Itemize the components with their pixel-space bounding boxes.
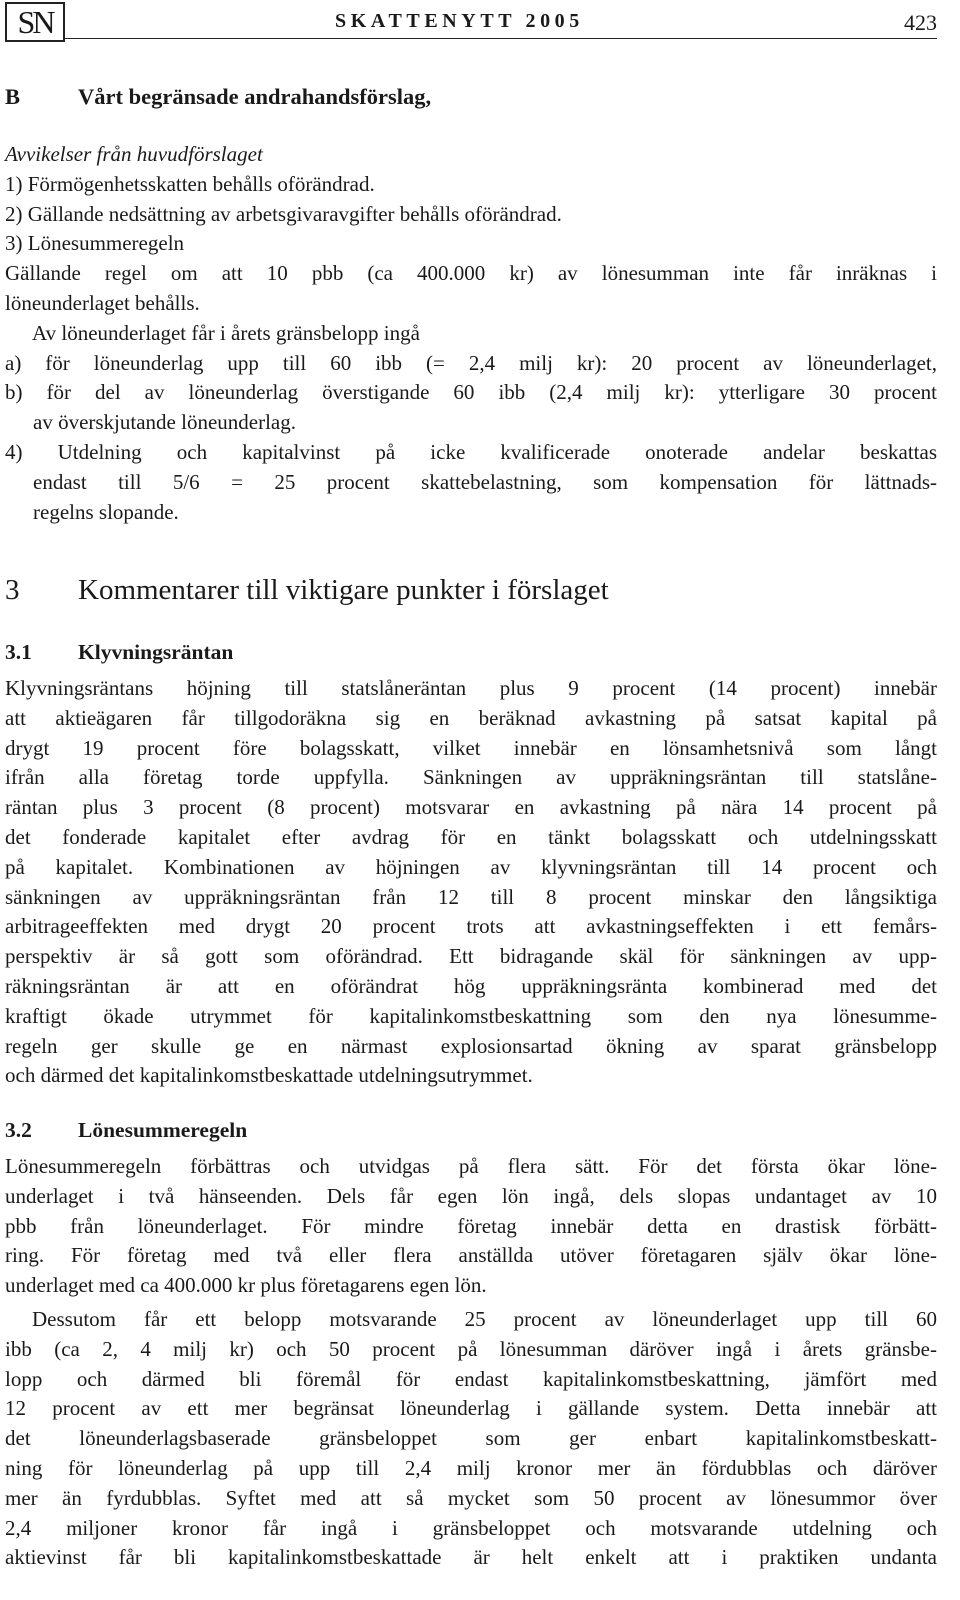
body-line: regeln ger skulle ge en närmast explosionsartad ökning av sparat gränsbelopp [5,1033,937,1058]
section-3-2-label: 3.2 [5,1118,32,1142]
body-line: ning för löneunderlag på upp till 2,4 milj kronor mer än fördubblas och däröver [5,1455,937,1480]
body-line: perspektiv är så gott som oförändrad. Ett bidragande skäl för sänkningen av upp- [5,944,937,969]
body-line: underlaget i två hänseenden. Dels får egen lön ingå, dels slopas undantaget av 10 [5,1183,937,1208]
list-item: 3) Lönesummeregeln [5,231,185,256]
body-line: på kapitalet. Kombinationen av höjningen av klyvningsräntan till 14 procent och [5,854,937,879]
body-line: 12 procent av ett mer begränsat löneunderlag i gällande system. Detta innebär att [5,1396,937,1421]
list-item: 2) Gällande nedsättning av arbetsgivaravgifter behålls oförändrad. [5,201,562,226]
body-line: mer än fyrdubblas. Syftet med att så mycket som 50 procent av lönesummor över [5,1485,937,1510]
section-3-title: Kommentarer till viktigare punkter i förslaget [78,574,609,606]
page-number: 423 [900,10,937,36]
body-line: Klyvningsräntans höjning till statslåneräntan plus 9 procent (14 procent) innebär [5,676,937,700]
body-line: ibb (ca 2, 4 milj kr) och 50 procent på lönesumman däröver ingå i årets gränsbe- [5,1336,937,1361]
section-3-1-label: 3.1 [5,640,32,664]
header-rule [5,38,937,39]
section-b-title: Vårt begränsade andrahandsförslag, [78,84,432,109]
list-item: av överskjutande löneunderlag. [33,410,296,435]
body-line: att aktieägaren får tillgodoräkna sig en beräknad avkastning på satsat kapital på [5,705,937,730]
body-line: aktievinst får bli kapitalinkomstbeskattade är helt enkelt att i praktiken undanta [5,1545,937,1570]
page-header [5,0,937,48]
section-3-2-title: Lönesummeregeln [78,1118,248,1142]
body-line: och därmed det kapitalinkomstbeskattade utdelningsutrymmet. [5,1063,533,1088]
body-line: lopp och därmed bli föremål för endast kapitalinkomstbeskattning, jämfört med [5,1366,937,1391]
section-b-label: B [5,84,21,109]
body-line: det fonderade kapitalet efter avdrag för en tänkt bolagsskatt och utdelningsskatt [5,824,937,849]
list-item: Av löneunderlaget får i årets gränsbelopp ingå [32,320,420,345]
list-item: Gällande regel om att 10 pbb (ca 400.000 kr) av lönesumman inte får inräknas i [5,261,937,286]
body-line: Lönesummeregeln förbättras och utvidgas på flera sätt. För det första ökar löne- [5,1154,937,1178]
body-line: kraftigt ökade utrymmet för kapitalinkomstbeskattning som den nya lönesumme- [5,1003,937,1028]
section-3-heading [5,574,937,607]
deviations-heading: Avvikelser från huvudförslaget [5,142,263,166]
body-line: arbitrageeffekten med drygt 20 procent trots att avkastningseffekten i ett femårs- [5,914,937,939]
section-3-label: 3 [5,574,20,606]
body-line: ring. För företag med två eller flera anställda utöver företagaren själv ökar löne- [5,1243,937,1268]
body-line: drygt 19 procent före bolagsskatt, vilket innebär en lönsamhetsnivå som långt [5,735,937,760]
body-line: 2,4 miljoner kronor får ingå i gränsbeloppet och motsvarande utdelning och [5,1515,937,1540]
journal-title: SKATTENYTT 2005 [335,10,584,32]
section-3-2-body [5,1152,937,1573]
journal-logo: SN [5,2,65,42]
list-item: regelns slopande. [33,499,179,524]
section-3-1-body [5,674,937,1091]
list-item: b) för del av löneunderlag överstigande 60 ibb (2,4 milj kr): ytterligare 30 procent [5,380,937,405]
section-3-2-heading [5,1118,937,1143]
body-line: räntan plus 3 procent (8 procent) motsvarar en avkastning på nära 14 procent på [5,795,937,820]
body-line: Dessutom får ett belopp motsvarande 25 procent av löneunderlaget upp till 60 [32,1306,937,1331]
body-line: räkningsräntan är att en oförändrat hög uppräkningsränta kombinerad med det [5,973,937,998]
list-item: 4) Utdelning och kapitalvinst på icke kvalificerade onoterade andelar beskattas [5,439,937,464]
list-item: löneunderlaget behålls. [5,290,200,315]
section-3-1-title: Klyvningsräntan [78,640,234,664]
deviations-block [5,140,937,527]
list-item: endast till 5/6 = 25 procent skattebelastning, som kompensation för lättnads- [33,469,937,494]
list-item: 1) Förmögenhetsskatten behålls oförändrad. [5,171,375,196]
body-line: underlaget med ca 400.000 kr plus företagarens egen lön. [5,1273,487,1298]
body-line: det löneunderlagsbaserade gränsbeloppet som ger enbart kapitalinkomstbeskatt- [5,1426,937,1451]
body-line: pbb från löneunderlaget. För mindre företag innebär detta en drastisk förbätt- [5,1213,937,1238]
section-3-1-heading [5,640,937,665]
list-item: a) för löneunderlag upp till 60 ibb (= 2,4 milj kr): 20 procent av löneunderlaget, [5,350,937,375]
body-line: ifrån alla företag torde uppfylla. Sänkningen av uppräkningsräntan till statslåne- [5,765,937,790]
section-b-heading [5,84,937,110]
body-line: sänkningen av uppräkningsräntan från 12 till 8 procent minskar den långsiktiga [5,884,937,909]
document-page [5,0,937,1570]
